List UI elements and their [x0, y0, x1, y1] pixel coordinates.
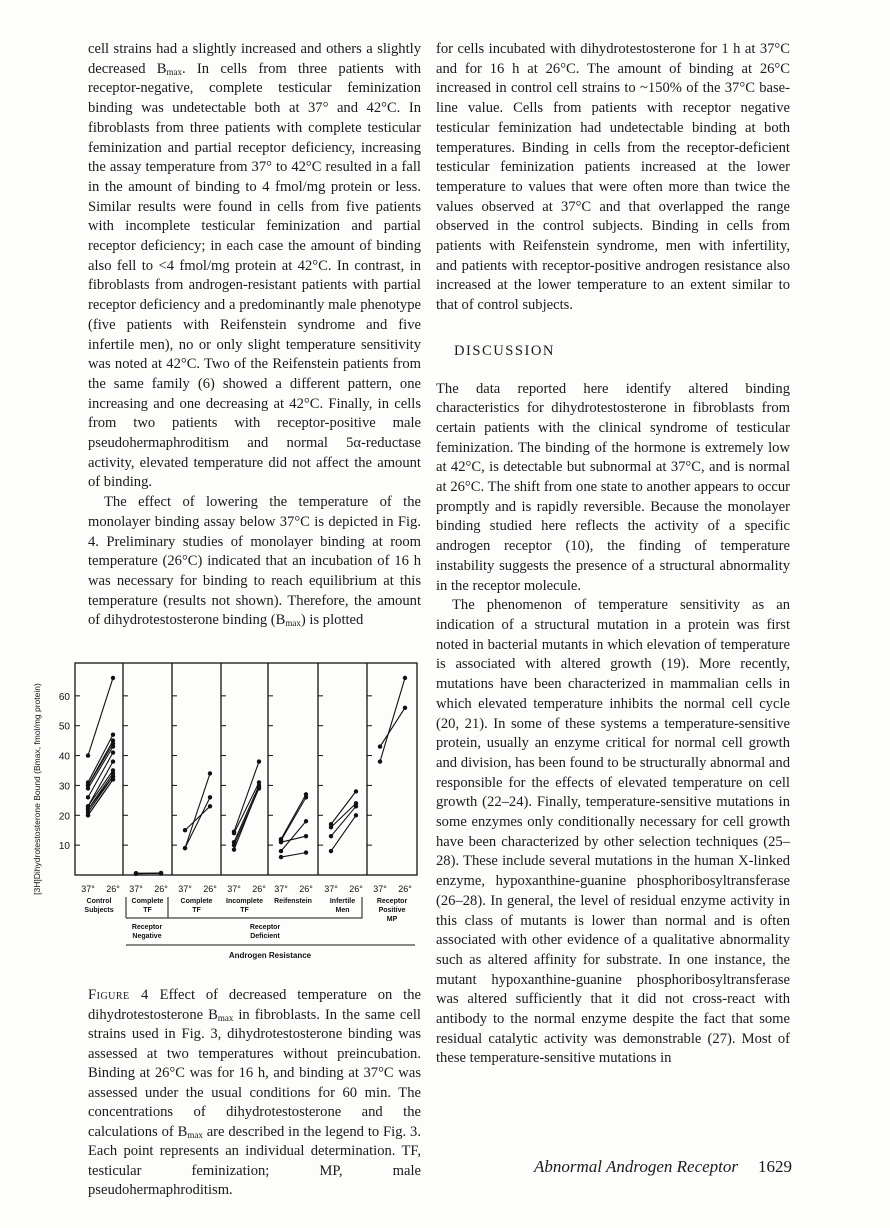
running-title: Abnormal Androgen Receptor: [534, 1157, 738, 1176]
data-point-26: [354, 804, 358, 808]
y-tick-label: 10: [58, 841, 70, 853]
y-axis-label: [3H]Dihydrotestosterone Bound (Bmax, fmol/mg protein): [32, 683, 42, 895]
group-label-receptor-deficient: Receptor: [249, 924, 281, 931]
x-tick-label-26: 26°: [203, 884, 217, 894]
subscript: max: [166, 66, 183, 77]
data-point-37: [279, 849, 283, 853]
paragraph: [88, 40, 421, 493]
data-point-37: [232, 847, 236, 851]
y-tick-label: 20: [58, 811, 70, 823]
pair-line: [281, 797, 306, 840]
pair-line: [185, 773, 210, 848]
data-point-26: [354, 813, 358, 817]
data-point-26: [403, 676, 407, 680]
data-point-37: [134, 872, 138, 876]
x-tick-label-26: 26°: [349, 884, 363, 894]
group-label-incomplete_tf: TF: [240, 907, 249, 914]
data-point-26: [111, 744, 115, 748]
data-point-26: [159, 871, 163, 875]
data-point-26: [208, 771, 212, 775]
data-point-37: [279, 855, 283, 859]
paragraph: for cells incubated with dihydrotestosterone for 1 h at 37°C and for 16 h at 26°C. The amount of binding at 26°C increased in control cell strains to ~150% of the 37°C base-line value. Cells from patients with receptor negative testicular feminization had undetectable binding at both temperatures. Binding in cells from the receptor-deficient testicular feminization patients increased at the lower temperature to values that were often more than twice the values observed at 37°C and that overlapped the range observed in the control subjects. Binding in cells from patients with Reifenstein syndrome, men with infertility, and patients with receptor-positive androgen resistance also increased at the lower temperature to an extent similar to that of control subjects.: [436, 41, 790, 314]
x-tick-label-26: 26°: [154, 884, 168, 894]
pair-line: [281, 794, 306, 839]
x-tick-label-26: 26°: [106, 884, 120, 894]
data-point-26: [403, 706, 407, 710]
data-point-37: [86, 813, 90, 817]
text: ) is plotted: [300, 612, 364, 629]
group-label-androgen-resistance: Androgen Resistance: [228, 951, 312, 960]
paragraph: The phenomenon of temperature sensitivity as an indication of a structural mutation in a protein was first noted in bacterial mutants in which elevation of temperature is associated with altered growth (19). More recently, mutations have been characterized in mammalian cells in which elevated temperature inhibits the normal cell cycle (20, 21). In some of these systems a temperature-sensitive protein, usually an enzyme critical for normal cell growth and division, has been found to be structurally abnormal and responsible for the effects of elevated temperature on cell growth (22–24). Finally, temperature-sensitive mutations in some enzymes only conditionally necessary for cell growth have been characterized by other selection techniques (25–28). These include several mutations in the human X-linked enzyme, hypoxanthine-guanine phosphoribosyltransferase (26–28). In general, the level of residual enzyme activity in this class of mutants is lower than normal and is often associated with other evidence of a qualitative abnormality such as altered affinity for substrate. In one instance, the mutant hypoxanthine-guanine phosphoribosyltransferase was altered sufficiently that it did not cross-react with antibody to the normal enzyme despite the fact that some residual catalytic activity was demonstrable (27). Most of these temperature-sensitive mutations in: [436, 597, 790, 1067]
text: The effect of lowering the temperature of the monolayer binding assay below 37°C is depicted in Fig. 4. Preliminary studies of monolayer binding at room temperature (26°C) indicated that an incubation of 16 h was necessary for binding to reach equilibrium at this temperature (results not shown). Therefore, the amount of dihydrotestosterone binding (B: [88, 494, 421, 629]
y-tick-label: 50: [58, 721, 70, 733]
data-point-37: [329, 849, 333, 853]
data-point-26: [257, 759, 261, 763]
data-point-26: [304, 834, 308, 838]
data-point-26: [304, 819, 308, 823]
data-point-26: [111, 750, 115, 754]
pair-line: [234, 785, 259, 842]
group-label-infertile: Men: [335, 907, 350, 914]
data-point-26: [111, 777, 115, 781]
data-point-37: [329, 834, 333, 838]
pair-line: [88, 678, 113, 756]
y-tick-label: 40: [58, 751, 70, 763]
group-label-complete_tf_neg: Complete: [131, 898, 164, 905]
x-tick-label-37: 37°: [178, 884, 192, 894]
pair-line: [234, 782, 259, 833]
subscript: max: [217, 1012, 234, 1023]
plot-frame: [75, 663, 417, 875]
data-point-26: [111, 676, 115, 680]
data-point-37: [86, 786, 90, 790]
figure-4-chart: [20, 640, 420, 980]
pair-line: [331, 791, 356, 824]
text: in fibroblasts. In the same cell strains used in Fig. 3, dihydrotestosterone binding was assessed at two temperatures without preincubation. Binding at 26°C was for 16 h, and binding at 37°C was assessed under the usual conditions for 60 min. The concentrations of dihydrotestosterone and the calculations of B: [88, 1006, 421, 1140]
group-label-complete_tf: TF: [192, 907, 201, 914]
data-point-37: [183, 846, 187, 850]
data-point-37: [279, 840, 283, 844]
x-tick-label-26: 26°: [299, 884, 313, 894]
group-label-receptor_positive: Positive: [378, 907, 406, 914]
data-point-37: [86, 753, 90, 757]
page-footer: [520, 1157, 792, 1177]
group-label-receptor-negative: Receptor: [131, 924, 163, 931]
paragraph: [88, 493, 421, 631]
data-point-26: [257, 785, 261, 789]
data-point-26: [208, 804, 212, 808]
figure-caption: [88, 986, 421, 1201]
group-label-complete_tf: Complete: [180, 898, 213, 905]
pair-line: [281, 821, 306, 851]
section-heading: DISCUSSION: [454, 342, 555, 359]
x-tick-label-37: 37°: [324, 884, 338, 894]
x-tick-label-37: 37°: [81, 884, 95, 894]
pair-line: [380, 708, 405, 747]
x-tick-label-26: 26°: [252, 884, 266, 894]
pair-line: [380, 678, 405, 762]
group-label-reifenstein: Reifenstein: [274, 898, 312, 905]
data-point-37: [378, 744, 382, 748]
x-tick-label-26: 26°: [398, 884, 412, 894]
data-point-26: [111, 759, 115, 763]
group-label-control: Control: [86, 898, 112, 905]
group-label-complete_tf_neg: TF: [143, 907, 152, 914]
data-point-26: [304, 795, 308, 799]
group-label-receptor-deficient: Deficient: [250, 933, 280, 940]
paragraph: The data reported here identify altered binding characteristics for dihydrotestosterone in fibroblasts from certain patients with the clinical syndrome of testicular feminization. The binding of the hormone is extremely low at 42°C, is detectable but subnormal at 37°C, and is normal at 26°C. The shift from one state to another appears to occur promptly and is rapidly reversible. Because the monolayer binding studied here reflects the activity of a specific androgen receptor (10), the finding of temperature instability suggests the presence of a structural abnormality in the receptor molecule.: [436, 380, 790, 594]
x-tick-label-37: 37°: [227, 884, 241, 894]
group-label-incomplete_tf: Incomplete: [226, 898, 263, 905]
subscript: max: [187, 1129, 203, 1140]
right-column: [436, 40, 790, 1069]
y-tick-label: 30: [58, 781, 70, 793]
x-tick-label-37: 37°: [373, 884, 387, 894]
pair-line: [185, 797, 210, 848]
text: Effect of decreased temperature on the dihydrotestosterone B: [88, 987, 421, 1023]
x-tick-label-37: 37°: [274, 884, 288, 894]
data-point-37: [329, 825, 333, 829]
data-point-37: [183, 828, 187, 832]
data-point-26: [304, 850, 308, 854]
data-point-26: [354, 789, 358, 793]
text: cell strains had a slightly increased and others a slightly decreased B: [88, 41, 421, 77]
figure-label: Figure 4: [88, 987, 149, 1003]
group-label-infertile: Infertile: [329, 898, 356, 905]
subscript: max: [285, 618, 301, 629]
data-point-37: [378, 759, 382, 763]
data-point-37: [232, 831, 236, 835]
data-point-26: [208, 795, 212, 799]
pair-line: [281, 853, 306, 857]
text: . In cells from three patients with receptor-negative, complete testicular feminization binding was undetectable both at 37° and 42°C. In fibroblasts from three patients with complete testicular feminization and partial receptor deficiency, increasing the assay temperature from 37° to 42°C resulted in a fall in the amount of binding to 4 fmol/mg protein or less. Similar results were found in cells from five patients with incomplete testicular feminization and partial receptor deficiency; in each case the amount of binding also fell to <4 fmol/mg protein at 42°C. In contrast, in fibroblasts from androgen-resistant patients with partial receptor deficiency and a predominantly male phenotype (five patients with Reifenstein syndrome and five infertile men), no or only slight temperature sensitivity was noted at 42°C. Two of the Reifenstein patients from the same family (6) showed a different pattern, one increasing and one decreasing at 42°C. Finally, in cells from two patients with receptor-positive male pseudohermaphroditism and normal 5α-reductase activity, elevated temperature did not affect the amount of binding.: [88, 60, 421, 491]
data-point-37: [86, 795, 90, 799]
group-label-receptor_positive: Receptor: [376, 898, 408, 905]
text: are described in the legend to Fig. 3. Each point represents an individual determination. TF, testicular feminization; MP, male pseudohermaphroditism.: [88, 1123, 421, 1198]
group-label-receptor-negative: Negative: [132, 933, 162, 940]
page-number: 1629: [758, 1157, 792, 1176]
pair-line: [281, 836, 306, 842]
group-label-control: Subjects: [84, 907, 114, 914]
group-label-receptor_positive: MP: [386, 916, 398, 923]
y-tick-label: 60: [58, 691, 70, 703]
x-tick-label-37: 37°: [129, 884, 143, 894]
left-column: [88, 40, 421, 631]
data-point-26: [111, 732, 115, 736]
